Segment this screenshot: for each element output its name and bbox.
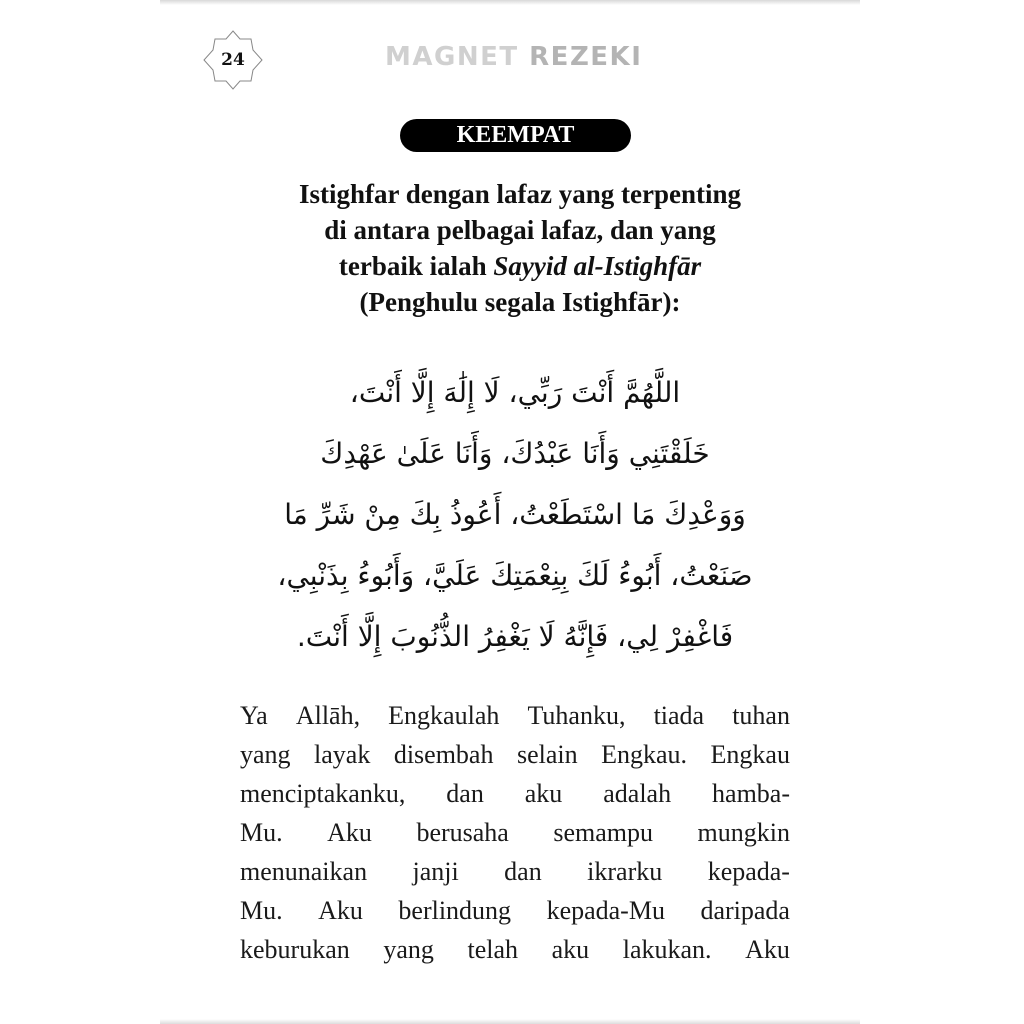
translation-word: Engkau — [710, 740, 790, 769]
translation-line — [240, 774, 790, 813]
translation-word: Aku — [318, 896, 363, 925]
page-number: 24 — [221, 50, 245, 70]
translation-word: dan — [446, 779, 484, 808]
page-edge-bottom — [160, 1019, 860, 1024]
translation-word: lakukan. — [622, 935, 712, 964]
running-head — [385, 42, 642, 72]
heading-line: (Penghulu segala Istighfār): — [359, 287, 681, 317]
translation-word: telah — [467, 935, 519, 964]
translation-word: daripada — [700, 896, 790, 925]
translation-word: kepada- — [707, 857, 790, 886]
translation-word: Tuhanku, — [527, 701, 626, 730]
translation-word: ikrarku — [587, 857, 663, 886]
translation-word: selain — [516, 740, 578, 769]
arabic-line: صَنَعْتُ، أَبُوءُ لَكَ بِنِعْمَتِكَ عَلَيَّ، وَأَبُوءُ بِذَنْبِي، — [277, 559, 753, 592]
translation-word: menunaikan — [240, 857, 368, 886]
translation-word: yang — [240, 740, 291, 769]
heading-italic-term: Sayyid al-Istighfār — [493, 251, 702, 281]
translation-word: Engkau. — [601, 740, 688, 769]
section-label — [400, 119, 631, 152]
translation-line — [240, 735, 790, 774]
translation-word: tiada — [653, 701, 705, 730]
translation-word: Engkaulah — [388, 701, 500, 730]
translation-word: aku — [524, 779, 563, 808]
running-head-part2: REZEKI — [529, 42, 643, 72]
running-head-part1: MAGNET — [385, 42, 519, 72]
translation-line — [240, 696, 790, 735]
translation-word: Mu. — [240, 818, 283, 847]
translation-word: janji — [412, 857, 459, 886]
heading-plain: terbaik ialah — [338, 251, 494, 281]
translation-line — [240, 813, 790, 852]
translation-word: aku — [551, 935, 590, 964]
translation-word: berusaha — [416, 818, 509, 847]
translation-line — [240, 891, 790, 930]
arabic-line: وَوَعْدِكَ مَا اسْتَطَعْتُ، أَعُوذُ بِكَ مِنْ شَرِّ مَا — [284, 498, 746, 531]
translation-word: tuhan — [732, 701, 790, 730]
translation-word: hamba- — [712, 779, 790, 808]
section-heading — [220, 176, 820, 320]
heading-line: di antara pelbagai lafaz, dan yang — [324, 215, 716, 245]
translation-word: mungkin — [697, 818, 790, 847]
arabic-prayer — [240, 362, 790, 667]
translation-word: disembah — [393, 740, 494, 769]
translation-word: Mu. — [240, 896, 283, 925]
page-edge-top — [160, 0, 860, 5]
translation-word: adalah — [603, 779, 672, 808]
translation-word: Ya — [240, 701, 268, 730]
translation-word: Aku — [745, 935, 790, 964]
arabic-line: خَلَقْتَنِي وَأَنَا عَبْدُكَ، وَأَنَا عَلَىٰ عَهْدِكَ — [320, 437, 710, 470]
translation-word: semampu — [553, 818, 654, 847]
translation-word: kepada-Mu — [546, 896, 665, 925]
translation-line — [240, 852, 790, 891]
translation-word: keburukan — [240, 935, 350, 964]
page-number-badge — [203, 30, 263, 90]
translation-word: dan — [504, 857, 542, 886]
translation-word: yang — [383, 935, 434, 964]
translation-word: berlindung — [398, 896, 512, 925]
translation-word: menciptakanku, — [240, 779, 406, 808]
translation-word: layak — [314, 740, 371, 769]
translation-word: Allāh, — [295, 701, 361, 730]
heading-line — [220, 248, 820, 284]
arabic-line: اللَّهُمَّ أَنْتَ رَبِّي، لَا إِلَٰهَ إِلَّا أَنْتَ، — [349, 376, 681, 409]
section-label-text: KEEMPAT — [456, 122, 575, 148]
translation-paragraph — [240, 696, 790, 969]
translation-line — [240, 930, 790, 969]
heading-line: Istighfar dengan lafaz yang terpenting — [298, 179, 742, 209]
translation-word: Aku — [327, 818, 372, 847]
arabic-line: فَاغْفِرْ لِي، فَإِنَّهُ لَا يَغْفِرُ الذُّنُوبَ إِلَّا أَنْتَ. — [296, 620, 734, 653]
